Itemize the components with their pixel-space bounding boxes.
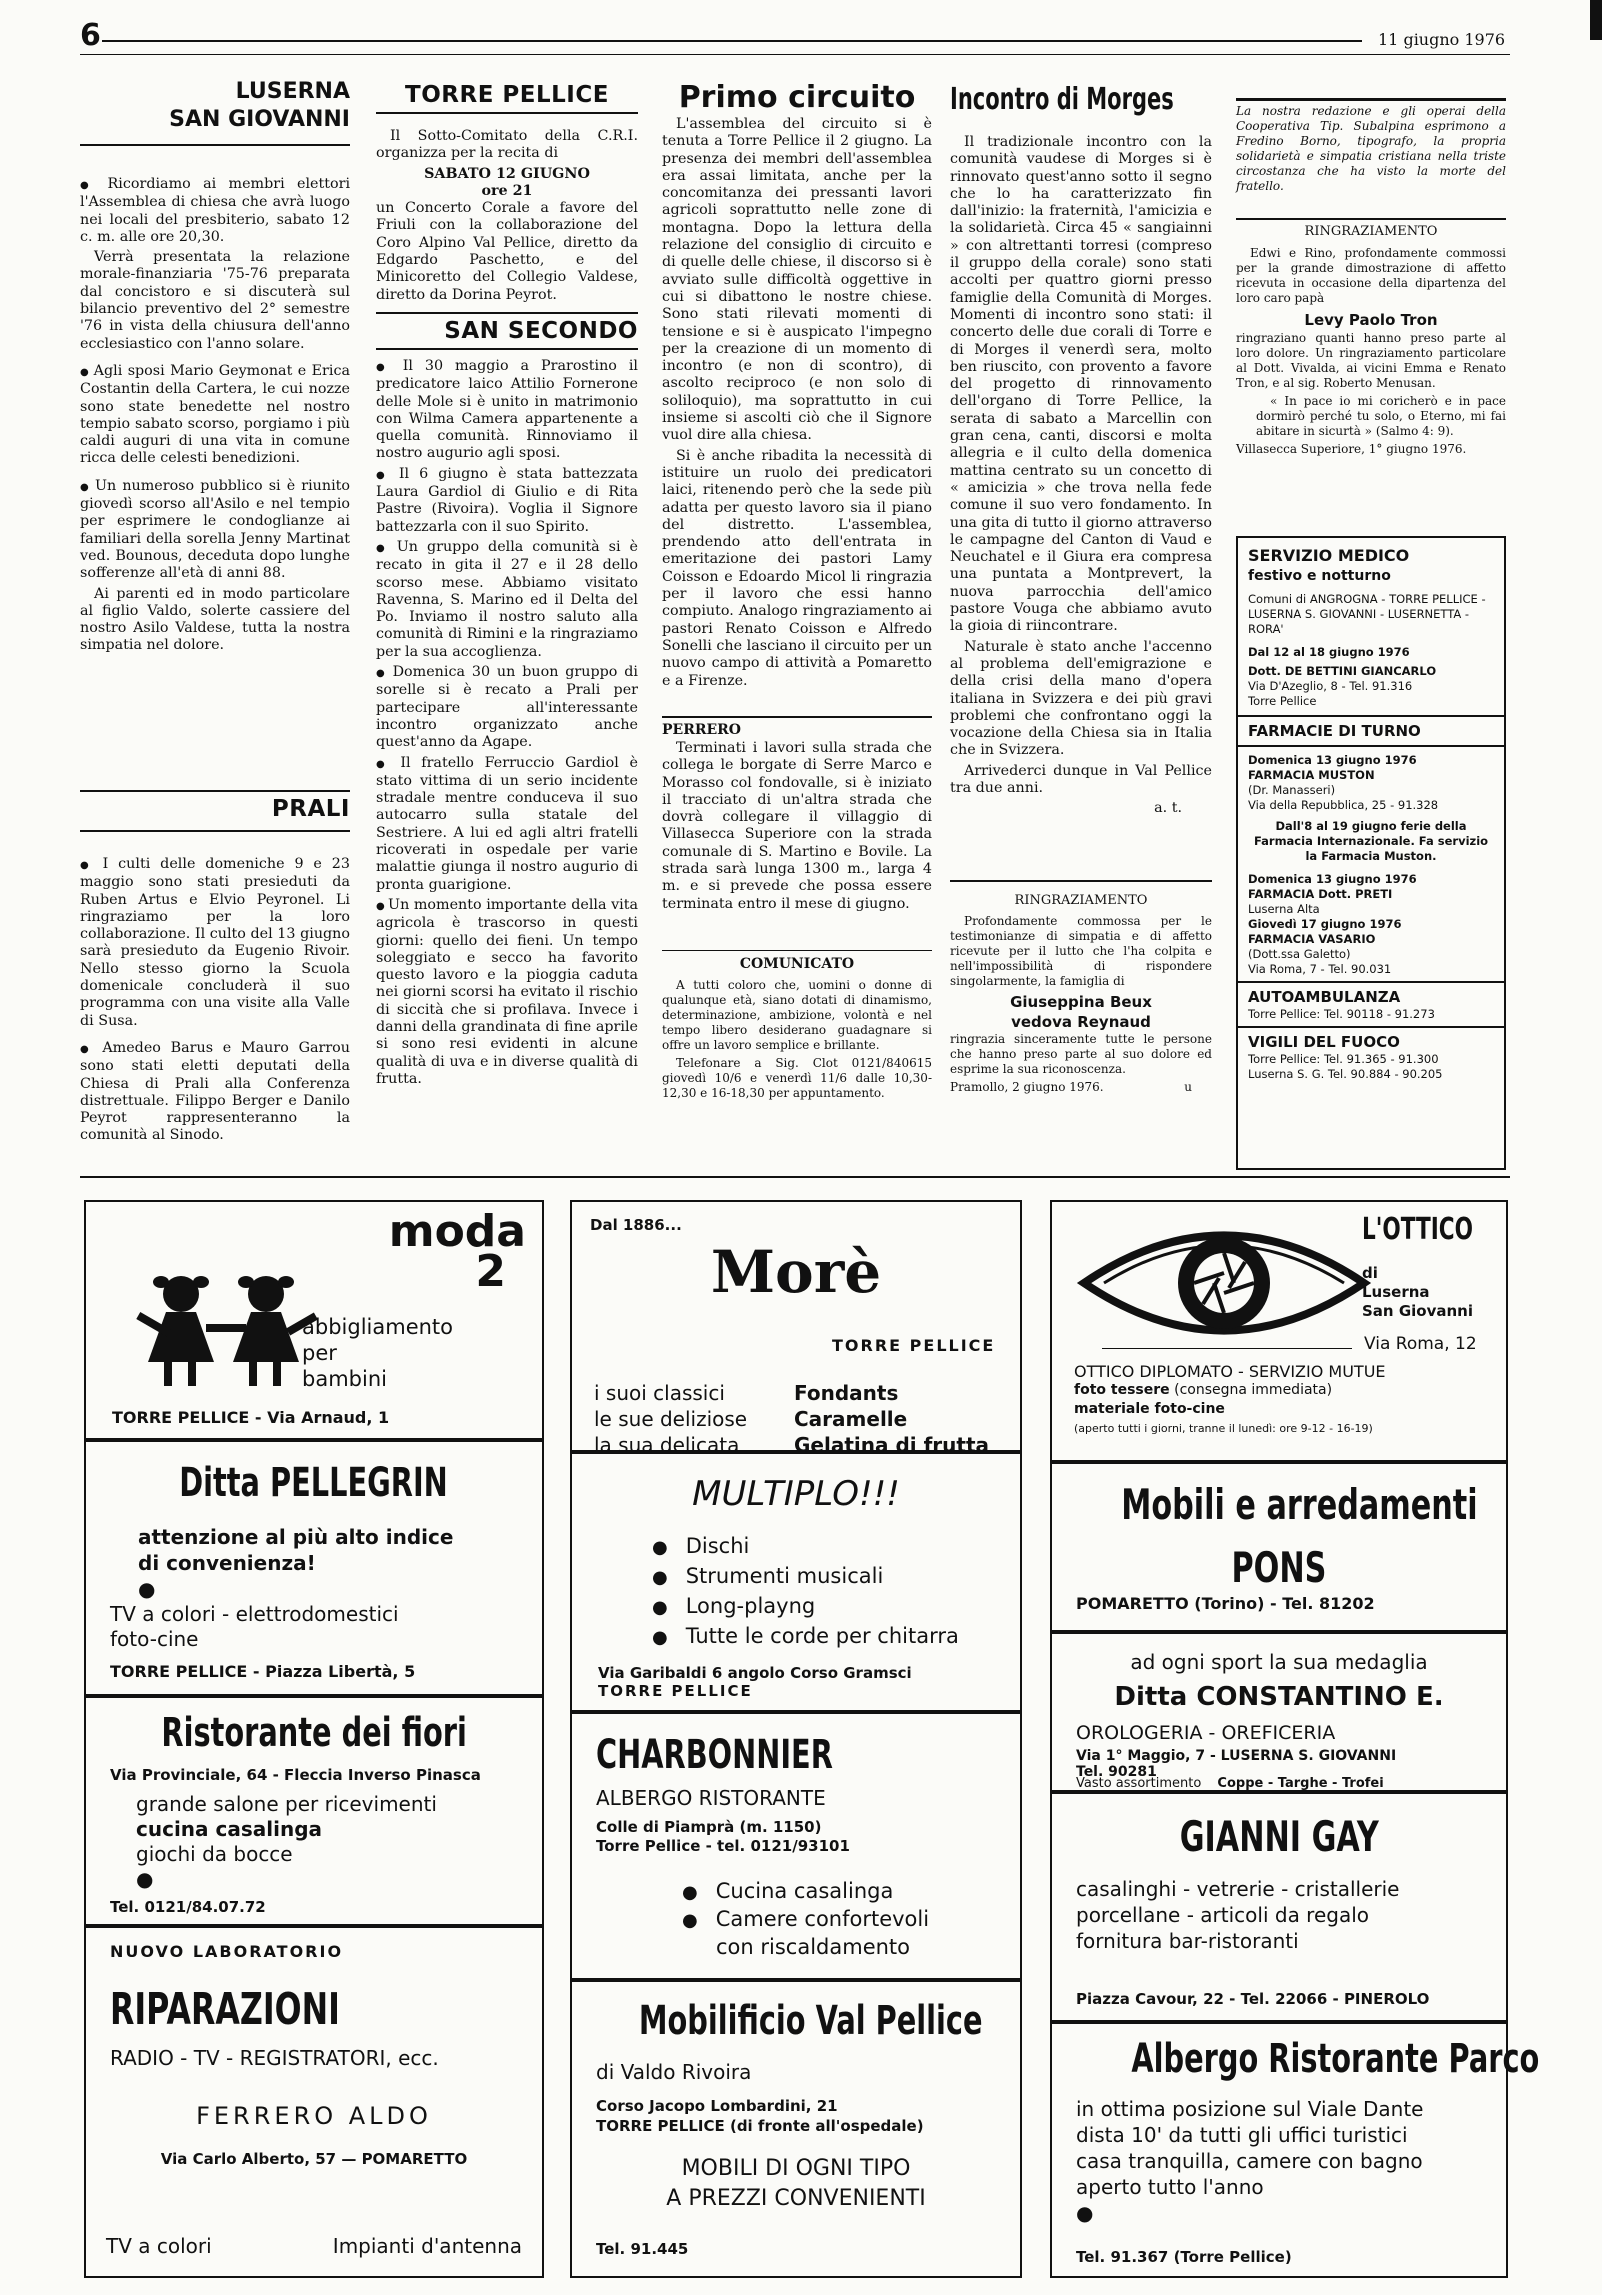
torre-intro: Il Sotto-Comitato della C.R.I. organizza per la recita di	[376, 128, 638, 162]
gianni-l1: casalinghi - vetrerie - cristallerie	[1076, 1877, 1400, 1901]
san-secondo-paragraph: ● Un momento importante della vita agricola è trascorso in questi giorni: quello dei fieni. Un tempo soleggiato e secco ha favorito questo lavoro e la pioggia caduta nei giorni scorsi ha evitato il rischio di siccità che si profilava. Invece i danni della grandinata di fine aprile si sono resi evidenti in alcune qualità di uva e in diverse qualità di frutta.	[376, 897, 638, 1088]
col1-paragraph: Verrà presentata la relazione morale-finanziaria '75-76 preparata dal concistoro e si discuterà sul bilancio preventivo del 2° semestre '76 in vista della chiusura dell'anno ecclesiastico con l'anno solare.	[80, 249, 350, 352]
ad-ottico	[1050, 1200, 1508, 1462]
ad-parco	[1050, 2022, 1540, 2278]
col3-comunicato-rule	[662, 950, 932, 951]
parco-lines	[1076, 2096, 1423, 2226]
gianni-name: GIANNI GAY	[1179, 1812, 1379, 1861]
col4-ring-text2: ringrazia sinceramente tutte le persone che hanno preso parte al suo dolore ed esprime la sua riconoscenza.	[950, 1032, 1212, 1076]
ottico-town1: Luserna	[1362, 1283, 1430, 1301]
prali-article	[80, 856, 350, 1148]
multiplo-address	[598, 1664, 912, 1700]
pons-name2: PONS	[1231, 1543, 1327, 1592]
pharmacy3-addr: Via Roma, 7 - Tel. 90.031	[1248, 962, 1392, 976]
parco-name-wrap	[1052, 2036, 1540, 2082]
charbonnier-sub: ALBERGO RISTORANTE	[596, 1786, 826, 1810]
bullet-icon: ●	[138, 1577, 156, 1601]
parco-l4: aperto tutto l'anno	[1076, 2175, 1264, 2199]
riparazioni-bottom	[106, 2234, 522, 2258]
more-since: Dal 1886...	[590, 1216, 682, 1234]
fiori-name: Ristorante dei fiori	[161, 1710, 467, 1756]
col4-ring-name1: Giuseppina Beux	[1010, 993, 1152, 1011]
constantino-l0: ad ogni sport la sua medaglia	[1130, 1650, 1428, 1674]
multiplo-item: ● Tutte le corde per chitarra	[652, 1622, 959, 1652]
col5-quote: « In pace io mi coricherò e in pace dormirò perché tu solo, o Eterno, mi fai abitare in sicurtà » (Salmo 4: 9).	[1256, 394, 1506, 438]
col5-ring-place: Villasecca Superiore, 1° giugno 1976.	[1236, 442, 1467, 456]
more-lines-b	[794, 1380, 989, 1458]
bullet-icon: ●	[1076, 2201, 1094, 2225]
more-b2: Caramelle	[794, 1407, 908, 1431]
comunicato-article	[662, 978, 932, 1104]
riparazioni-sub: RADIO - TV - REGISTRATORI, ecc.	[110, 2046, 439, 2070]
prali-paragraph: ● Amedeo Barus e Mauro Garrou sono stati eletti deputati della Chiesa di Prali alla Conferenza distrettuale. Filippo Berger e Danilo Peyrot rappresenteranno la comunità al Sinodo.	[80, 1040, 350, 1145]
prali-heading: PRALI	[271, 796, 350, 822]
ad-riparazioni	[84, 1926, 544, 2278]
col1-paragraph: ● Agli sposi Mario Geymonat e Erica Costantin della Cartera, le cui nozze sono state benedette nel nostro tempio sabato scorso, porgiamo i più caldi auguri di una vita in comune ricca delle celesti benedizioni.	[80, 363, 350, 468]
constantino-addr: Via 1° Maggio, 7 - LUSERNA S. GIOVANNI	[1076, 1748, 1397, 1764]
charbonnier-name: CHARBONNIER	[596, 1732, 833, 1778]
fiori-tel: Tel. 0121/84.07.72	[110, 1898, 266, 1916]
moda-address: TORRE PELLICE - Via Arnaud, 1	[112, 1408, 390, 1427]
ad-pellegrin	[84, 1440, 544, 1696]
pons-name	[1052, 1478, 1506, 1604]
fiori-lines	[136, 1792, 437, 1892]
mobilificio-name: Mobilificio Val Pellice	[638, 1998, 983, 2044]
services-title2: festivo e notturno	[1248, 568, 1391, 584]
ottico-l4: (aperto tutti i giorni, tranne il lunedì: ore 9-12 - 16-19)	[1074, 1422, 1373, 1435]
pellegrin-line2: di convenienza!	[138, 1551, 316, 1575]
more-a3: la sua delicata	[594, 1433, 740, 1457]
fiori-name-wrap	[86, 1710, 542, 1756]
charbonnier-name-wrap	[596, 1732, 925, 1778]
parco-l1: in ottima posizione sul Viale Dante	[1076, 2097, 1424, 2121]
riparazioni-b2: Impianti d'antenna	[332, 2234, 522, 2258]
ottico-town	[1362, 1264, 1473, 1321]
charbonnier-a2: Torre Pellice - tel. 0121/93101	[596, 1837, 850, 1855]
pharmacy3-name: FARMACIA VASARIO	[1248, 932, 1376, 946]
ad-gianni	[1050, 1792, 1508, 2022]
col4-ring-initial: u	[1184, 1080, 1192, 1094]
ad-charbonnier	[570, 1712, 1022, 1980]
riparazioni-owner: FERRERO ALDO	[196, 2102, 432, 2130]
san-secondo-paragraph: ● Il 30 maggio a Prarostino il predicatore laico Attilio Fornerone delle Mole si è unito in matrimonio con Wilma Camera appartenente a quella comunità. Rinnoviamo il nostro augurio agli sposi.	[376, 358, 638, 463]
ambulance-title: AUTOAMBULANZA	[1248, 988, 1401, 1006]
pharmacy2-addr: Luserna Alta	[1248, 902, 1320, 916]
col5-italic-note: La nostra redazione e gli operai della Cooperativa Tip. Subalpina esprimono a Fredino Borno, tipografo, la propria solidarietà e simpatia cristiana nella triste circostanza che ha visto la morte del fratello.	[1236, 104, 1506, 193]
pons-name1: Mobili e arredamenti	[1121, 1480, 1478, 1529]
constantino-name: Ditta CONSTANTINO E.	[1114, 1682, 1444, 1712]
gianni-name-wrap	[1052, 1812, 1506, 1861]
mobilificio-l2: A PREZZI CONVENIENTI	[666, 2186, 926, 2211]
col4-ring-text: Profondamente commossa per le testimonianze di simpatia e di affetto ricevute per il lutto che l'ha colpita e nell'impossibilità di rispondere singolarmente, la famiglia di	[950, 914, 1212, 988]
charbonnier-items	[682, 1878, 929, 1961]
pharmacy1-addr: Via della Repubblica, 25 - 91.328	[1248, 798, 1439, 812]
ad-more	[570, 1200, 1022, 1457]
fire-line2: Luserna S. G. Tel. 90.884 - 90.205	[1248, 1067, 1443, 1081]
pharmacy1-name: FARMACIA MUSTON	[1248, 768, 1375, 782]
more-name: Morè	[710, 1238, 882, 1306]
ottico-di: di	[1362, 1264, 1378, 1282]
morges-paragraph: Arrivederci dunque in Val Pellice tra due anni.	[950, 762, 1212, 796]
charbonnier-a1: Colle di Piamprà (m. 1150)	[596, 1818, 822, 1836]
ottico-town2: San Giovanni	[1362, 1302, 1473, 1320]
fire-title: VIGILI DEL FUOCO	[1248, 1033, 1400, 1051]
services-doctor-addr1: Via D'Azeglio, 8 - Tel. 91.316	[1248, 679, 1413, 693]
primo-circuito-heading: Primo circuito	[678, 80, 916, 115]
services-doctor: Dott. DE BETTINI GIANCARLO	[1248, 664, 1437, 678]
more-lines-a	[594, 1380, 747, 1458]
constantino-items: Coppe - Targhe - Trofei	[1217, 1776, 1384, 1791]
charbonnier-item-cont: con riscaldamento	[716, 1935, 911, 1959]
col4-ring-article	[950, 914, 1212, 1095]
morges-article	[950, 134, 1212, 818]
multiplo-addr2: TORRE PELLICE	[598, 1682, 753, 1700]
col1-heading-line2: SAN GIOVANNI	[169, 107, 350, 132]
col1-paragraph: Ai parenti ed in modo particolare al figlio Valdo, solerte cassiere del nostro Asilo Valdese, tutta la nostra simpatia nel dolore.	[80, 585, 350, 654]
multiplo-name: MULTIPLO!!!	[692, 1474, 900, 1514]
ottico-lines	[1074, 1362, 1386, 1438]
parco-tel: Tel. 91.367 (Torre Pellice)	[1076, 2248, 1292, 2266]
pellegrin-name-wrap	[86, 1460, 542, 1506]
services-doctor-addr2: Torre Pellice	[1248, 694, 1317, 708]
riparazioni-top: NUOVO LABORATORIO	[110, 1942, 344, 1961]
charbonnier-address	[596, 1818, 850, 1856]
col4-ring-name2: vedova Reynaud	[1011, 1013, 1151, 1031]
services-communes: Comuni di ANGROGNA - TORRE PELLICE - LUSERNA S. GIOVANNI - LUSERNETTA - RORA'	[1248, 592, 1486, 636]
torre-pellice-article	[376, 128, 638, 307]
multiplo-item: ● Long-playng	[652, 1592, 959, 1622]
col1-heading-rule	[80, 144, 350, 146]
mobilificio-l1: MOBILI DI OGNI TIPO	[681, 2156, 911, 2181]
col1-paragraph: ● Un numeroso pubblico si è riunito giovedì scorso all'Asilo e nel tempio per esprimere le condoglianze ai familiari della sorella Jenny Martinat ved. Bounous, deceduta dopo lunghe sofferenze all'età di anni 88.	[80, 478, 350, 583]
more-b3: Gelatina di frutta	[794, 1433, 989, 1457]
morges-heading	[950, 82, 1190, 117]
ad-moda	[84, 1200, 544, 1440]
col5-note-rule	[1236, 218, 1506, 220]
pharmacy1-owner: (Dr. Manasseri)	[1248, 783, 1336, 797]
moda-line2: per	[302, 1341, 337, 1365]
charbonnier-item: ● Cucina casalinga	[682, 1878, 929, 1906]
perrero-article	[662, 740, 932, 916]
mobilificio-a2: TORRE PELLICE (di fronte all'ospedale)	[596, 2117, 924, 2135]
riparazioni-b1: TV a colori	[106, 2234, 212, 2258]
col5-ring-article	[1236, 246, 1506, 457]
san-secondo-paragraph: ● Un gruppo della comunità si è recato in gita il 27 e il 28 dello scorso mese. Abbiamo visitato Ravenna, S. Marino ed il Delta del Po. Inviamo il nostro saluto alla comunità di Rimini e la ringraziamo per la sua accoglienza.	[376, 539, 638, 661]
pellegrin-slogan	[138, 1524, 453, 1602]
san-secondo-paragraph: ● Il 6 giugno è stata battezzata Laura Gardiol di Giulio e di Rita Pastre (Rivoira). Voglia il Signore battezzarla con il suo Spirito.	[376, 466, 638, 536]
constantino-assort: Vasto assortimento	[1076, 1776, 1202, 1791]
multiplo-item: ● Dischi	[652, 1532, 959, 1562]
ad-multiplo	[570, 1452, 1022, 1712]
morges-paragraph: Il tradizionale incontro con la comunità vaudese di Morges si è rinnovato quest'anno sotto il segno che lo ha caratterizzato fin dall'inizio: la fraternità, l'amicizia e la solidarietà. Circa 45 « sangiainni » con altrettanti torresi (compreso il gruppo della corale) sono stati accolti per quattro giorni presso famiglie della Comunità di Morges. Momenti di incontro sono stati: il concerto delle due corali di Torre e di Morges il venerdì sera, molto ben riuscito, con provento a favore del progetto di rinnovamento dell'organo di Torre Pellice, la serata di sabato a Marcellin con gran cena, canti, discorsi e molta allegria e il culto della domenica mattina centrato su un concetto di « amicizia » che trova nella fede comune il suo vero fondamento. In una gita di tutto il giorno attraverso le campagne del Canton di Vaud e Neuchatel e il Giura era compresa una puntata a Montprevert, la nuova parrocchia dell'amico pastore Vouga che abbiamo avuto la gioia di riincontrare.	[950, 134, 1212, 635]
ottico-l2a: foto tessere	[1074, 1382, 1170, 1398]
fire-line1: Torre Pellice: Tel. 91.365 - 91.300	[1248, 1052, 1439, 1066]
multiplo-items	[652, 1532, 959, 1652]
pellegrin-products	[110, 1602, 399, 1652]
san-secondo-article	[376, 358, 638, 1091]
moda-logo	[376, 1206, 526, 1297]
ottico-l2b: (consegna immediata)	[1174, 1382, 1333, 1398]
fiori-address: Via Provinciale, 64 - Fleccia Inverso Pinasca	[110, 1766, 481, 1784]
moda-logo-number: 2	[475, 1246, 506, 1297]
col1-heading	[90, 78, 350, 134]
primo-circuito-paragraph: L'assemblea del circuito si è tenuta a Torre Pellice il 2 giugno. La presenza dei membri dell'assemblea era assai limitata, anche per la concomitanza dei pressanti lavori agricoli soprattutto nelle zone di montagna. Dopo la lettura della relazione del consiglio di circuito e di quelle delle chiese, il discorso si è avviato sulle difficoltà oggettive in cui si dibattono le nostre chiese. Sono stati rilevati momenti di tensione e si è auspicato l'impegno per la creazione di un momento di incontro (e non di scontro), di ascolto reciproco (e non solo di soliloquio), ma soprattutto in cui insieme si ascolti ciò che il Signore vuol dire alla chiesa.	[662, 116, 932, 444]
col5-ring-name: Levy Paolo Tron	[1304, 311, 1438, 329]
col1-article	[80, 176, 350, 658]
gianni-l2: porcellane - articoli da regalo	[1076, 1903, 1370, 1927]
ad-constantino	[1050, 1632, 1508, 1792]
comunicato-heading: COMUNICATO	[739, 956, 855, 972]
san-secondo-paragraph: ● Domenica 30 un buon gruppo di sorelle si è recato a Prali per partecipare all'interessante incontro organizzato anche quest'anno da Agape.	[376, 664, 638, 751]
morges-heading-text: Incontro di Morges	[950, 82, 1174, 117]
ottico-name: L'OTTICO	[1362, 1212, 1473, 1247]
pharmacy3-owner: (Dott.ssa Galetto)	[1248, 947, 1351, 961]
morges-paragraph: Naturale è stato anche l'accenno al problema dell'emigrazione e della crisi della mano d'opera italiana in Svizzera e dei più gravi problemi che confrontano oggi la vocazione della Chiesa sia in Italia che in Svizzera.	[950, 638, 1212, 759]
san-secondo-heading: SAN SECONDO	[444, 318, 638, 344]
ad-mobilificio	[570, 1980, 1022, 2278]
gianni-l3: fornitura bar-ristoranti	[1076, 1929, 1299, 1953]
pellegrin-line3: TV a colori - elettrodomestici	[110, 1602, 399, 1626]
col1-prali-rule2	[80, 830, 350, 832]
more-b1: Fondants	[794, 1381, 899, 1405]
pharmacy2-name: FARMACIA Dott. PRETI	[1248, 887, 1393, 901]
comunicato-text: A tutti coloro che, uomini o donne di qualunque età, siano dotati di dinamismo, determinazione, ambizione, volontà e nel tempo libero desiderano guadagnare si offre un lavoro semplice e brillante.	[662, 978, 932, 1052]
mobilificio-lines	[572, 2154, 1020, 2214]
eye-logo-icon	[1074, 1208, 1374, 1358]
services-box	[1236, 536, 1506, 1170]
top-rule	[80, 54, 1510, 55]
ambulance-text: Torre Pellice: Tel. 90118 - 91.273	[1248, 1007, 1435, 1021]
ads-divider	[80, 1176, 1510, 1178]
col4-ring-footer	[950, 1080, 1212, 1095]
multiplo-item: ● Strumenti musicali	[652, 1562, 959, 1592]
moda-logo-word: moda	[388, 1206, 526, 1257]
col2-san-rule2	[376, 348, 638, 350]
page-number: 6	[80, 18, 101, 53]
bullet-icon: ●	[136, 1867, 154, 1891]
ottico-name-wrap	[1362, 1212, 1516, 1247]
col5-ring-heading: RINGRAZIAMENTO	[1304, 224, 1438, 239]
mobilificio-a1: Corso Jacopo Lombardini, 21	[596, 2097, 838, 2115]
perrero-heading: PERRERO	[662, 722, 741, 738]
services-title1: SERVIZIO MEDICO	[1248, 546, 1410, 565]
col2-san-rule	[376, 312, 638, 314]
col5-ring-text2: ringraziano quanti hanno preso parte al loro dolore. Un ringraziamento particolare al Dott. Vivalda, ai vicini Emma e Renato Tron, e al sig. Roberto Menusan.	[1236, 331, 1506, 390]
mobilificio-sub: di Valdo Rivoira	[596, 2060, 752, 2084]
more-a1: i suoi classici	[594, 1381, 725, 1405]
parco-name: Albergo Ristorante Parco	[1131, 2036, 1540, 2082]
multiplo-addr1: Via Garibaldi 6 angolo Corso Gramsci	[598, 1664, 912, 1682]
torre-pellice-heading: TORRE PELLICE	[405, 82, 609, 108]
san-secondo-paragraph: ● Il fratello Ferruccio Gardiol è stato vittima di un serio incidente stradale mentre conduceva il suo autocarro sulla statale del Sestriere. A lui ed agli altri fratelli ricoverati in ospedale per varie malattie giunga il nostro augurio di pronta guarigione.	[376, 755, 638, 894]
children-icon	[126, 1272, 326, 1392]
morges-signature: a. t.	[1154, 800, 1182, 817]
riparazioni-address: Via Carlo Alberto, 57 — POMARETTO	[160, 2150, 468, 2168]
primo-circuito-article	[662, 116, 932, 693]
pons-address: POMARETTO (Torino) - Tel. 81202	[1076, 1594, 1375, 1613]
col1-prali-rule	[80, 790, 350, 792]
edge-bar	[1590, 0, 1602, 40]
pharmacy-note: Dall'8 al 19 giugno ferie della Farmacia Internazionale. Fa servizio la Farmacia Muston.	[1253, 819, 1489, 863]
services-dates: Dal 12 al 18 giugno 1976	[1248, 645, 1410, 659]
col1-heading-line1: LUSERNA	[235, 79, 350, 104]
pellegrin-line1: attenzione al più alto indice	[138, 1525, 454, 1549]
ad-pons	[1050, 1462, 1508, 1632]
masthead-rule	[102, 40, 1362, 42]
ottico-addr-rule	[1102, 1348, 1352, 1349]
parco-l3: casa tranquilla, camere con bagno	[1076, 2149, 1423, 2173]
pharmacy1-date: Domenica 13 giugno 1976	[1248, 753, 1417, 767]
pharmacy2-date: Domenica 13 giugno 1976	[1248, 872, 1417, 886]
ad-fiori	[84, 1696, 544, 1926]
moda-lines	[302, 1314, 453, 1392]
pons-name1-wrap	[1052, 1478, 1506, 1541]
pharmacy3-date: Giovedì 17 giugno 1976	[1248, 917, 1402, 931]
col2-heading-rule	[376, 112, 638, 114]
col3-perrero-rule	[662, 716, 932, 718]
torre-date: SABATO 12 GIUGNO	[424, 165, 590, 182]
col4-ring-rule	[950, 880, 1212, 882]
col5-ring-text: Edwi e Rino, profondamente commossi per la grande dimostrazione di affetto ricevuta in occasione della dipartenza del loro caro papà	[1236, 246, 1506, 305]
more-town: TORRE PELLICE	[832, 1336, 996, 1355]
col1-paragraph: ● Ricordiamo ai membri elettori l'Assemblea di chiesa che avrà luogo nei locali del presbiterio, sabato 12 c. m. alle ore 20,30.	[80, 176, 350, 246]
fiori-line1: grande salone per ricevimenti	[136, 1792, 437, 1816]
mobilificio-name-wrap	[572, 1998, 1020, 2044]
prali-paragraph: ● I culti delle domeniche 9 e 23 maggio sono stati presieduti da Ruben Artus e Elvio Peyronel. Li ringraziamo per la loro collaborazione. Il culto del 13 giugno sarà presieduto da Eugenio Rivoir. Nello stesso giorno la Scuola domenicale concluderà il suo programma con una visite alla Valle di Susa.	[80, 856, 350, 1030]
page-date: 11 giugno 1976	[1378, 30, 1506, 49]
col5-top-rule	[1236, 98, 1506, 101]
col4-ring-place: Pramollo, 2 giugno 1976.	[950, 1080, 1104, 1094]
primo-circuito-paragraph: Si è anche ribadita la necessità di istituire un ruolo dei predicatori laici, ritenendo però che la sede più adatta per questo lavoro sia il piano del distretto. L'assemblea, prendendo atto dell'entrata in emeritazione dei pastori Lamy Coisson e Edoardo Micol li ringrazia per il lavoro che essi hanno compiuto. Analogo ringraziamento ai pastori Renato Coisson e Alfredo Sonelli che lasciano il circuito per un nuovo campo di attività a Pomaretto e a Firenze.	[662, 447, 932, 689]
torre-time: ore 21	[481, 182, 533, 199]
ottico-l3: materiale foto-cine	[1074, 1401, 1225, 1417]
pharmacy-title: FARMACIE DI TURNO	[1248, 722, 1421, 740]
col4-ring-heading: RINGRAZIAMENTO	[1014, 893, 1148, 908]
moda-line1: abbigliamento	[302, 1315, 453, 1339]
charbonnier-item: ● Camere confortevoli	[682, 1906, 929, 1934]
fiori-line3: giochi da bocce	[136, 1842, 293, 1866]
riparazioni-name-wrap	[110, 1984, 429, 2035]
comunicato-contact: Telefonare a Sig. Clot 0121/840615 giovedì 10/6 e venerdì 11/6 dalle 10,30-12,30 e 16-18,30 per appuntamento.	[662, 1056, 932, 1100]
riparazioni-name: RIPARAZIONI	[110, 1984, 340, 2035]
perrero-text: Terminati i lavori sulla strada che collega le borgate di Serre Marco e Morasso col fondovalle, si è iniziato il tracciato di un'altra strada che dovrà collegare il villaggio di Villasecca Superiore con la strada comunale di S. Martino e Bovile. La strada sarà lunga 1300 m., larga 4 m. e si prevede che possa essere terminata entro il mese di giugno.	[662, 740, 932, 912]
constantino-tel: Tel. 90281	[1076, 1764, 1157, 1780]
more-a2: le sue deliziose	[594, 1407, 748, 1431]
torre-body: un Concerto Corale a favore del Friuli con la collaborazione del Coro Alpino Val Pellice, diretto da Edgardo Paschetto, e del Minicoretto del Collegio Valdese, diretto da Dorina Peyrot.	[376, 200, 638, 303]
fiori-line2: cucina casalinga	[136, 1817, 323, 1841]
mobilificio-address	[596, 2096, 924, 2136]
ottico-address: Via Roma, 12	[1364, 1334, 1477, 1354]
pellegrin-address: TORRE PELLICE - Piazza Libertà, 5	[110, 1662, 416, 1681]
moda-line3: bambini	[302, 1367, 387, 1391]
gianni-lines	[1076, 1876, 1399, 1954]
pellegrin-line4: foto-cine	[110, 1627, 199, 1651]
ottico-l1: OTTICO DIPLOMATO - SERVIZIO MUTUE	[1074, 1362, 1386, 1381]
parco-l2: dista 10' da tutti gli uffici turistici	[1076, 2123, 1408, 2147]
gianni-address: Piazza Cavour, 22 - Tel. 22066 - PINEROLO	[1076, 1990, 1430, 2008]
pellegrin-name: Ditta PELLEGRIN	[179, 1460, 449, 1506]
ottico-l2	[1074, 1381, 1386, 1400]
constantino-assort-line	[1076, 1776, 1384, 1791]
mobilificio-tel: Tel. 91.445	[596, 2240, 689, 2258]
constantino-sub: OROLOGERIA - OREFICERIA	[1076, 1722, 1336, 1744]
